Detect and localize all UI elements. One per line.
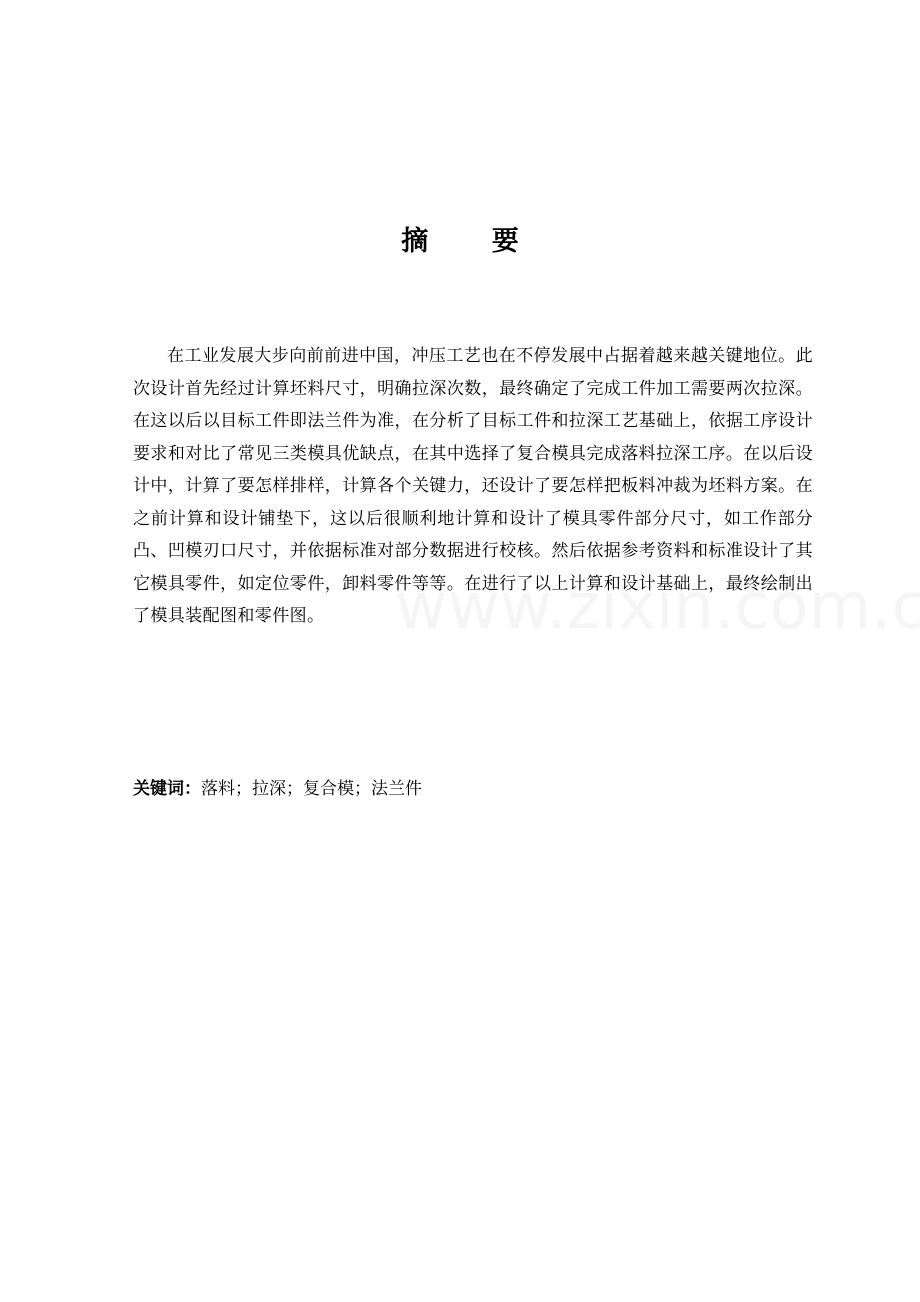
keywords-line	[133, 774, 813, 804]
page-title: 摘 要	[401, 226, 546, 257]
keywords-value: 落料；拉深；复合模；法兰件	[201, 779, 422, 799]
keywords-label: 关键词：	[133, 779, 201, 799]
abstract-paragraph: 在工业发展大步向前前进中国，冲压工艺也在不停发展中占据着越来越关键地位。此次设计首先经过计算坯料尺寸，明确拉深次数，最终确定了完成工件加工需要两次拉深。在这以后以目标工件即法兰件为准，在分析了目标工件和拉深工艺基础上，依据工序设计要求和对比了常见三类模具优缺点，在其中选择了复合模具完成落料拉深工序。在以后设计中，计算了要怎样排样，计算各个关键力，还设计了要怎样把板料冲裁为坯料方案。在之前计算和设计铺垫下，这以后很顺利地计算和设计了模具零件部分尺寸，如工作部分凸、凹模刃口尺寸，并依据标准对部分数据进行校核。然后依据参考资料和标准设计了其它模具零件，如定位零件，卸料零件等等。在进行了以上计算和设计基础上，最终绘制出了模具装配图和零件图。	[133, 346, 813, 626]
